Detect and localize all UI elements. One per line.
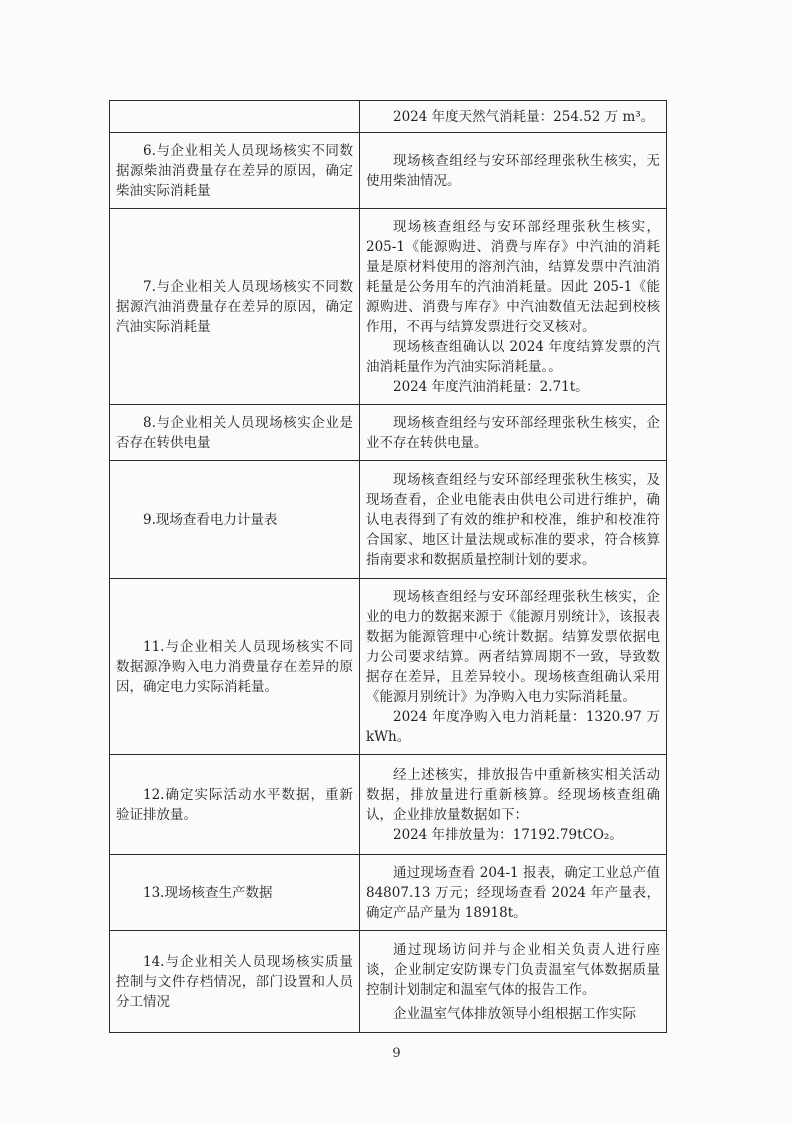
- question-cell: [110, 209, 360, 405]
- table-row: [110, 461, 667, 579]
- table-row: [110, 855, 667, 931]
- question-cell: [110, 579, 360, 755]
- table-row: [110, 405, 667, 461]
- question-cell: [110, 133, 360, 209]
- question-text: 9.现场查看电力计量表: [143, 511, 278, 528]
- answer-paragraph: 2024 年度汽油消耗量：2.71t。: [393, 378, 589, 395]
- answer-paragraph: 2024 年度净购入电力消耗量：1320.97 万 kWh。: [366, 708, 660, 745]
- answer-cell: [360, 133, 667, 209]
- question-cell: [110, 405, 360, 461]
- question-text: 6.与企业相关人员现场核实不同数据源柴油消费量存在差异的原因，确定柴油实际消耗量: [116, 142, 353, 199]
- question-cell: [110, 101, 360, 133]
- answer-cell: [360, 461, 667, 579]
- table-row: [110, 101, 667, 133]
- answer-paragraph: 现场核查组经与安环部经理张秋生核实，205-1《能源购进、消费与库存》中汽油的消耗量是原材料使用的溶剂汽油，结算发票中汽油消耗量是公务用车的汽油消耗量。因此 205-1《能源购进、消费与库存》中汽油数值无法起到校核作用，不再与结算发票进行交叉核对。: [366, 218, 660, 335]
- answer-paragraph: 现场核查组经与安环部经理张秋生核实，无使用柴油情况。: [366, 152, 660, 189]
- answer-cell: [360, 209, 667, 405]
- page-number: 9: [392, 1046, 401, 1061]
- answer-paragraph: 现场核查组经与安环部经理张秋生核实，企业的电力的数据来源于《能源月别统计》，该报表数据为能源管理中心统计数据。结算发票依据电力公司要求结算。两者结算周期不一致，导致数据存在差异，且差异较小。现场核查组确认采用《能源月别统计》为净购入电力实际消耗量。: [366, 588, 660, 705]
- answer-paragraph: 通过现场访问并与企业相关负责人进行座谈，企业制定安防课专门负责温室气体数据质量控制计划制定和温室气体的报告工作。: [366, 941, 660, 998]
- question-cell: [110, 855, 360, 931]
- answer-paragraph: 经上述核实，排放报告中重新核实相关活动数据，排放量进行重新核算。经现场核查组确认，企业排放量数据如下：: [366, 766, 660, 823]
- question-cell: [110, 461, 360, 579]
- question-text: 7.与企业相关人员现场核实不同数据源汽油消费量存在差异的原因，确定汽油实际消耗量: [116, 278, 353, 335]
- answer-paragraph: 现场核查组经与安环部经理张秋生核实，企业不存在转供电量。: [366, 414, 660, 451]
- answer-paragraph: 企业温室气体排放领导小组根据工作实际: [393, 1005, 636, 1022]
- question-text: 13.现场核查生产数据: [143, 884, 273, 901]
- question-cell: [110, 755, 360, 855]
- answer-paragraph: 现场核查组经与安环部经理张秋生核实，及现场查看，企业电能表由供电公司进行维护，确认电表得到了有效的维护和校准，维护和校准符合国家、地区计量法规或标准的要求，符合核算指南要求和数据质量控制计划的要求。: [366, 471, 660, 568]
- answer-cell: [360, 579, 667, 755]
- table-row: [110, 755, 667, 855]
- answer-cell: [360, 405, 667, 461]
- question-text: 14.与企业相关人员现场核实质量控制与文件存档情况，部门设置和人员分工情况: [116, 953, 353, 1010]
- table-row: [110, 209, 667, 405]
- answer-cell: [360, 855, 667, 931]
- answer-cell: [360, 755, 667, 855]
- answer-paragraph: 2024 年度天然气消耗量：254.52 万 m³。: [393, 108, 655, 125]
- answer-cell: [360, 101, 667, 133]
- question-cell: [110, 931, 360, 1033]
- table-row: [110, 133, 667, 209]
- table-row: [110, 579, 667, 755]
- answer-cell: [360, 931, 667, 1033]
- answer-paragraph: 通过现场查看 204-1 报表，确定工业总产值 84807.13 万元；经现场查看 2024 年产量表，确定产品产量为 18918t。: [366, 864, 660, 921]
- answer-paragraph: 现场核查组确认以 2024 年度结算发票的汽油消耗量作为汽油实际消耗量。。: [366, 338, 660, 375]
- question-text: 8.与企业相关人员现场核实企业是否存在转供电量: [116, 414, 353, 451]
- answer-paragraph: 2024 年排放量为：17192.79tCO₂。: [393, 826, 623, 843]
- verification-table: [109, 100, 667, 1033]
- question-text: 12.确定实际活动水平数据，重新验证排放量。: [116, 786, 353, 823]
- question-text: 11.与企业相关人员现场核实不同数据源净购入电力消费量存在差异的原因，确定电力实际消耗量。: [116, 638, 353, 695]
- table-row: [110, 931, 667, 1033]
